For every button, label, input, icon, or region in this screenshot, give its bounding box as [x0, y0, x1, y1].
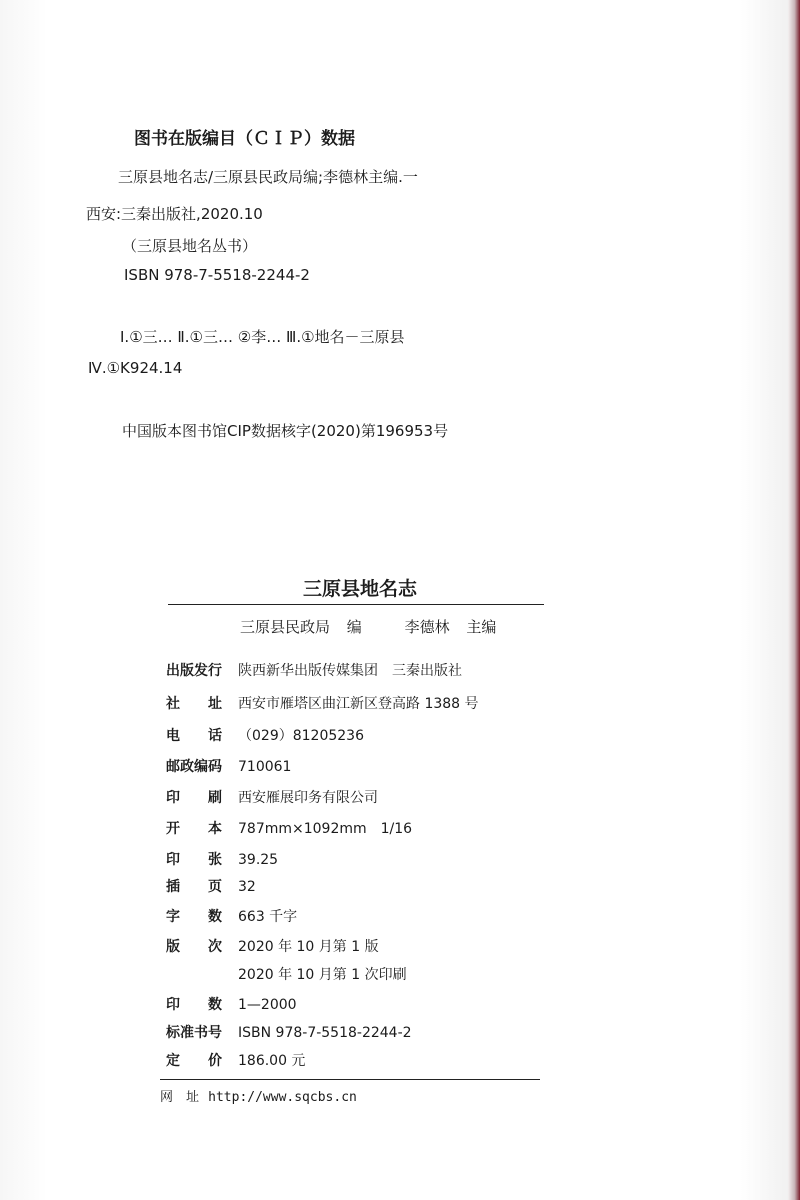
detail-label: 电 话 — [166, 728, 222, 744]
website-label: 网 址 — [160, 1090, 200, 1105]
detail-row — [166, 756, 291, 776]
detail-value: 39.25 — [238, 852, 279, 868]
detail-value: 西安市雁塔区曲江新区登高路 1388 号 — [238, 696, 479, 712]
detail-value: ISBN 978-7-5518-2244-2 — [238, 1025, 412, 1041]
editors-line — [240, 616, 496, 637]
detail-label: 标准书号 — [166, 1025, 222, 1041]
detail-label: 定 价 — [166, 1053, 222, 1069]
cip-notice: 中国版本图书馆CIP数据核字(2020)第196953号 — [122, 422, 449, 440]
detail-row — [166, 936, 379, 956]
detail-value: 710061 — [238, 759, 292, 775]
detail-row — [166, 994, 297, 1014]
chief-editor-role: 主编 — [466, 618, 497, 636]
detail-value: 663 千字 — [238, 909, 298, 925]
detail-row — [166, 1022, 412, 1042]
detail-row — [166, 876, 256, 896]
detail-row — [166, 787, 378, 807]
detail-row — [166, 849, 278, 869]
detail-value: 32 — [238, 879, 256, 895]
detail-row — [166, 818, 412, 838]
detail-value: 186.00 元 — [238, 1053, 306, 1069]
detail-value: 787mm×1092mm 1/16 — [238, 821, 413, 837]
website-link[interactable]: http://www.sqcbs.cn — [208, 1090, 357, 1105]
cip-heading: 图书在版编目（ＣＩＰ）数据 — [134, 129, 355, 149]
detail-value: 2020 年 10 月第 1 版 — [238, 939, 379, 955]
detail-row — [166, 1050, 305, 1070]
bottom-rule — [160, 1079, 540, 1080]
detail-row — [166, 725, 364, 745]
book-title: 三原县地名志 — [302, 578, 417, 600]
cip-line-3: （三原县地名丛书） — [122, 237, 258, 255]
detail-label: 印 刷 — [166, 790, 222, 806]
detail-label: 印 数 — [166, 997, 222, 1013]
detail-row — [166, 906, 297, 926]
editor-org-role: 编 — [346, 618, 362, 636]
detail-value: 西安雁展印务有限公司 — [238, 790, 378, 806]
detail-value: 2020 年 10 月第 1 次印刷 — [238, 967, 407, 983]
top-rule — [168, 604, 544, 605]
detail-label: 版 次 — [166, 939, 222, 955]
detail-row — [166, 660, 462, 680]
cip-line-6: Ⅳ.①K924.14 — [88, 359, 183, 377]
cip-line-2: 西安:三秦出版社,2020.10 — [86, 205, 263, 223]
website-row — [160, 1086, 357, 1105]
detail-label: 字 数 — [166, 909, 222, 925]
cip-line-1: 三原县地名志/三原县民政局编;李德林主编.一 — [118, 168, 418, 186]
cip-line-4: ISBN 978-7-5518-2244-2 — [124, 266, 310, 284]
detail-label: 插 页 — [166, 879, 222, 895]
editor-org: 三原县民政局 — [240, 618, 331, 636]
detail-value: （029）81205236 — [238, 728, 364, 744]
detail-label: 出版发行 — [166, 663, 222, 679]
detail-row — [166, 964, 407, 984]
detail-label: 开 本 — [166, 821, 222, 837]
detail-value: 陕西新华出版传媒集团 三秦出版社 — [238, 663, 462, 679]
detail-label: 社 址 — [166, 696, 222, 712]
detail-label: 印 张 — [166, 852, 222, 868]
cip-line-5: Ⅰ.①三… Ⅱ.①三… ②李… Ⅲ.①地名－三原县 — [120, 328, 405, 346]
book-edge — [788, 0, 800, 1200]
detail-row — [166, 693, 479, 713]
detail-label: 邮政编码 — [166, 759, 222, 775]
detail-value: 1—2000 — [238, 997, 297, 1013]
chief-editor: 李德林 — [404, 618, 450, 636]
